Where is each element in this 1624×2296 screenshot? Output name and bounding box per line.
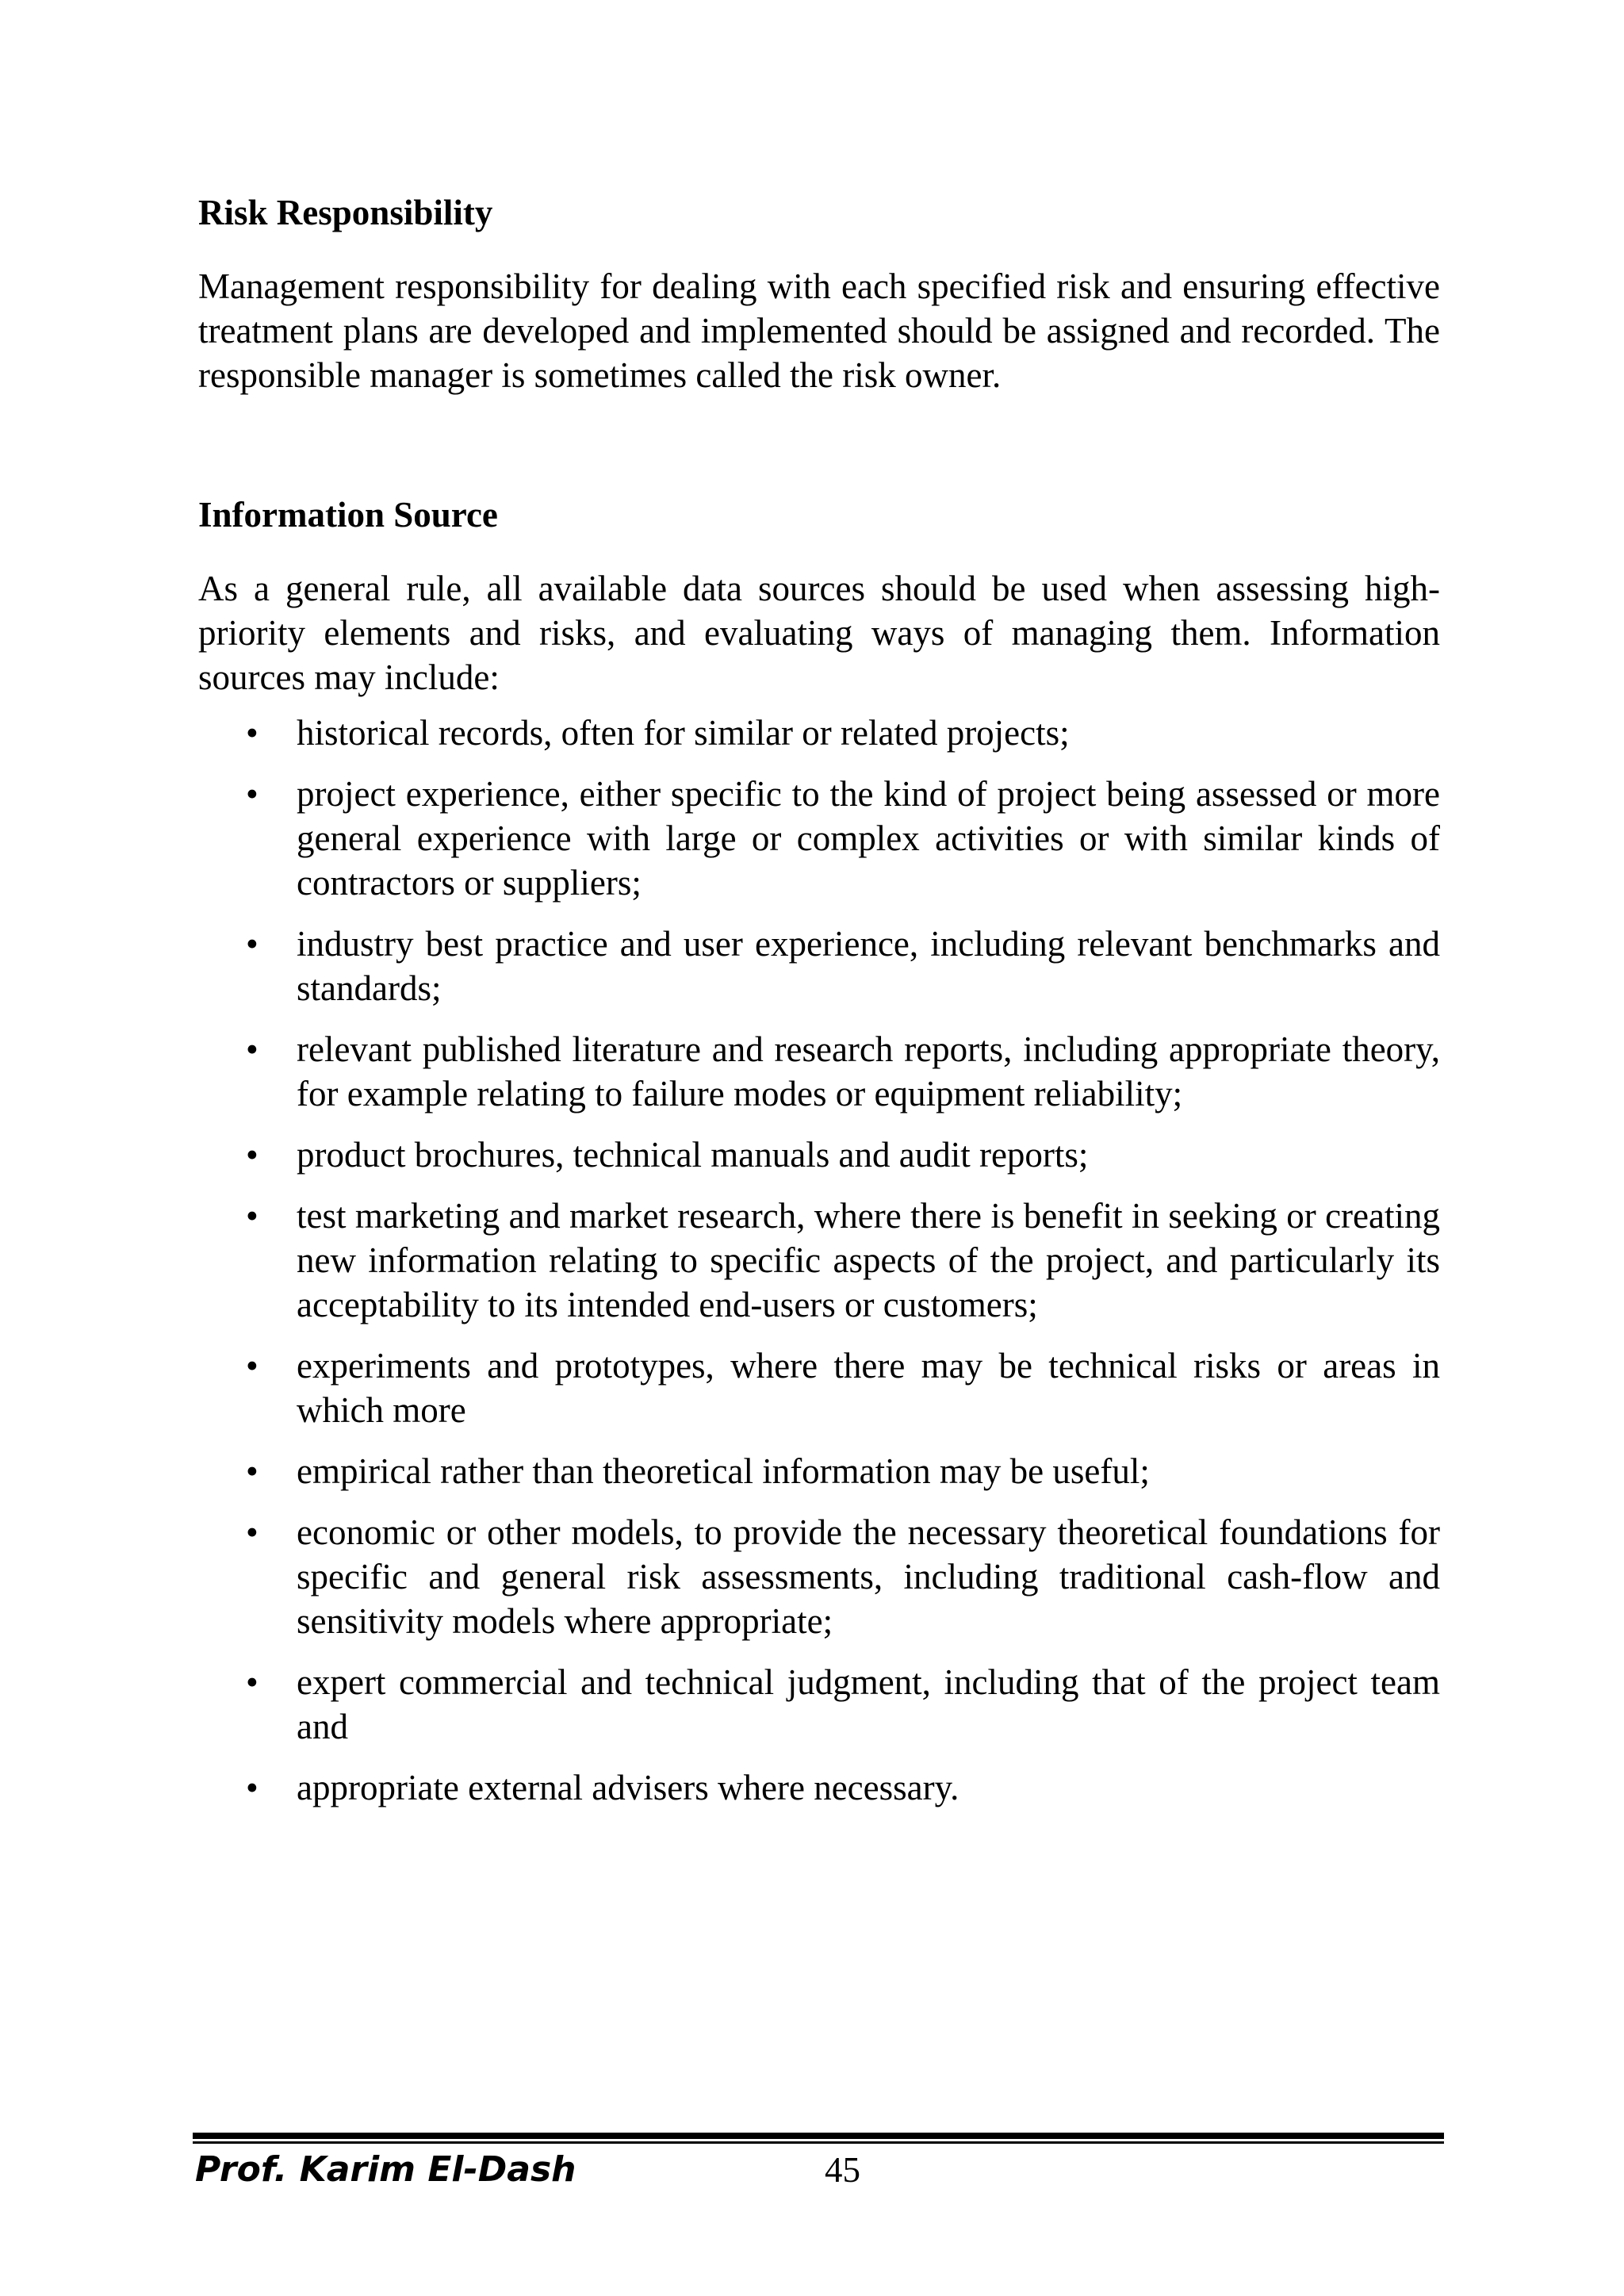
bullet-icon: • bbox=[246, 713, 259, 753]
bullet-icon: • bbox=[246, 1662, 259, 1702]
list-item-text: industry best practice and user experience, including relevant benchmarks and standards; bbox=[297, 924, 1440, 1008]
paragraph-information-source: As a general rule, all available data sources should be used when assessing high-priority elements and risks, and evaluating ways of managing them. Information sources may include: bbox=[198, 569, 1440, 697]
page-content bbox=[198, 190, 1440, 1826]
section-heading-information-source: Information Source bbox=[198, 495, 498, 535]
list-item bbox=[198, 1027, 1440, 1116]
bullet-icon: • bbox=[246, 1512, 259, 1552]
bullet-icon: • bbox=[246, 1029, 259, 1069]
list-item-text: economic or other models, to provide the necessary theoretical foundations for specific and general risk assessments, including traditional cash-flow and sensitivity models where appropriate; bbox=[297, 1512, 1440, 1641]
footer-divider-thick bbox=[193, 2133, 1444, 2139]
footer-author: Prof. Karim El-Dash bbox=[195, 2149, 576, 2190]
list-item-text: experiments and prototypes, where there may be technical risks or areas in which more bbox=[297, 1346, 1440, 1430]
bullet-icon: • bbox=[246, 924, 259, 964]
list-item-text: empirical rather than theoretical information may be useful; bbox=[297, 1451, 1150, 1491]
information-source-list bbox=[198, 711, 1440, 1810]
list-item bbox=[198, 1660, 1440, 1749]
list-item-text: project experience, either specific to the kind of project being assessed or more general experience with large or complex activities or with similar kinds of contractors or suppliers; bbox=[297, 774, 1440, 903]
list-item bbox=[198, 1194, 1440, 1327]
paragraph-risk-responsibility: Management responsibility for dealing with each specified risk and ensuring effective treatment plans are developed and implemented should be assigned and recorded. The responsible manager is sometimes called the risk owner. bbox=[198, 266, 1440, 395]
list-item bbox=[198, 711, 1440, 755]
list-item bbox=[198, 1510, 1440, 1643]
list-item-text: relevant published literature and research reports, including appropriate theory, for example relating to failure modes or equipment reliability; bbox=[297, 1029, 1440, 1114]
bullet-icon: • bbox=[246, 1135, 259, 1175]
list-item bbox=[198, 772, 1440, 905]
bullet-icon: • bbox=[246, 774, 259, 814]
list-item bbox=[198, 1765, 1440, 1810]
bullet-icon: • bbox=[246, 1346, 259, 1386]
bullet-icon: • bbox=[246, 1196, 259, 1236]
list-item-text: product brochures, technical manuals and audit reports; bbox=[297, 1135, 1089, 1175]
list-item-text: expert commercial and technical judgment, including that of the project team and bbox=[297, 1662, 1440, 1746]
bullet-icon: • bbox=[246, 1451, 259, 1491]
list-item-text: historical records, often for similar or related projects; bbox=[297, 713, 1070, 753]
bullet-icon: • bbox=[246, 1768, 259, 1807]
section-information-source bbox=[198, 493, 1440, 1810]
list-item bbox=[198, 1133, 1440, 1177]
list-item bbox=[198, 1343, 1440, 1432]
section-heading-risk-responsibility: Risk Responsibility bbox=[198, 193, 493, 232]
page-number: 45 bbox=[825, 2150, 860, 2190]
list-item bbox=[198, 1449, 1440, 1493]
list-item-text: appropriate external advisers where necessary. bbox=[297, 1768, 959, 1807]
footer-divider-thin bbox=[193, 2141, 1444, 2144]
list-item bbox=[198, 922, 1440, 1010]
list-item-text: test marketing and market research, where there is benefit in seeking or creating new information relating to specific aspects of the project, and particularly its acceptability to its intended end-users or customers; bbox=[297, 1196, 1440, 1324]
